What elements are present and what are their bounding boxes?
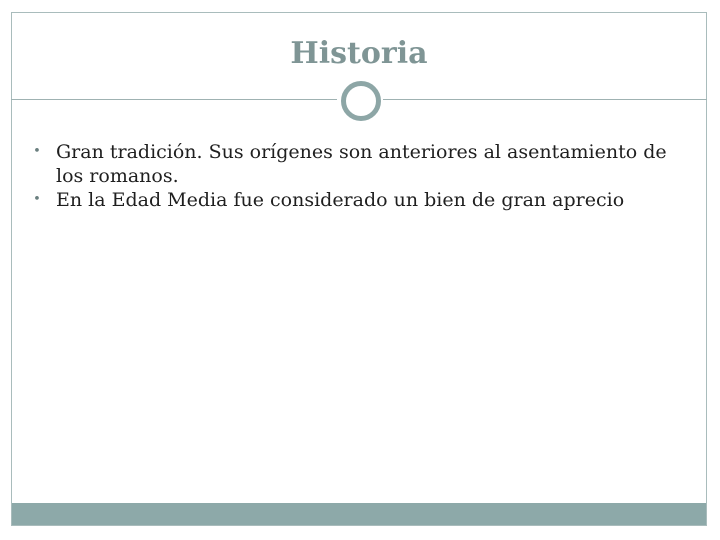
slide-title: Historia [290,36,428,71]
footer-bar [12,503,706,525]
bullet-text: En la Edad Media fue considerado un bien de gran aprecio [56,189,625,211]
bullet-icon: • [33,144,41,159]
title-divider-right [383,99,707,100]
ring-ornament-icon [341,81,381,121]
bullet-list [30,140,690,212]
bullet-text: Gran tradición. Sus orígenes son anteriores al asentamiento de los romanos. [56,141,667,187]
title-divider-left [11,99,337,100]
bullet-item [30,188,690,212]
bullet-icon: • [33,192,41,207]
bullet-item [30,140,690,188]
